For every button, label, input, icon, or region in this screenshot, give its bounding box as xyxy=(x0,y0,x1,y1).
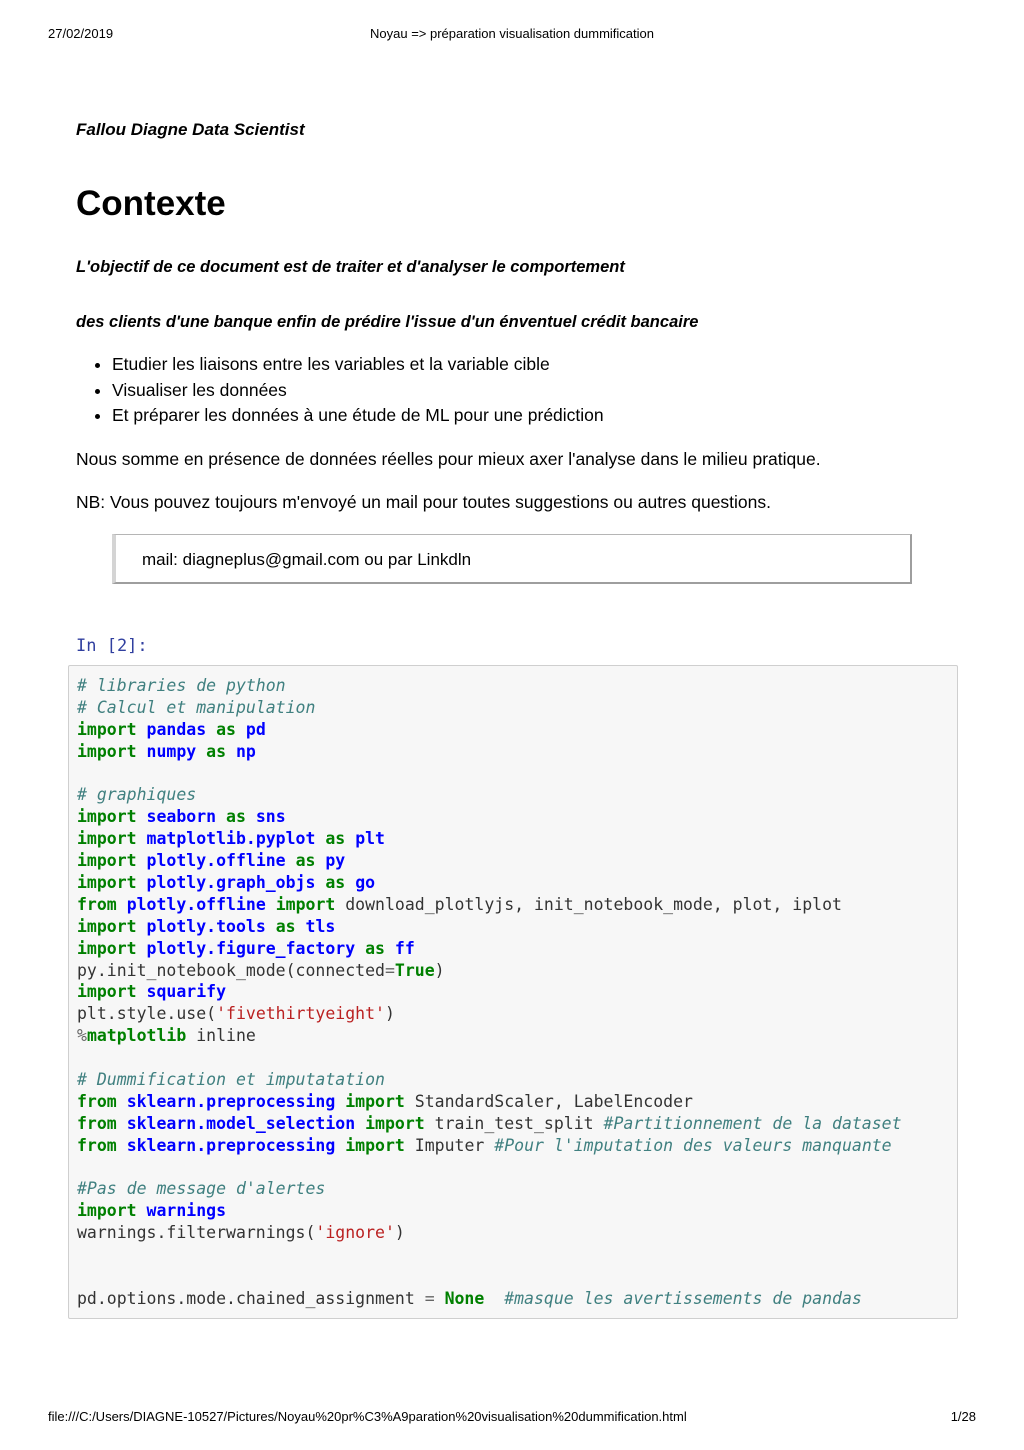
code-token: warnings xyxy=(146,1201,227,1221)
code-line xyxy=(77,1288,949,1310)
code-token xyxy=(137,1201,147,1220)
code-token xyxy=(117,1092,127,1111)
code-token: sklearn.preprocessing xyxy=(126,1091,336,1111)
code-token xyxy=(137,982,147,1001)
list-item: • Visualiser les données xyxy=(112,378,604,404)
code-token xyxy=(137,720,147,739)
code-token: go xyxy=(355,873,376,893)
code-token: plotly.graph_objs xyxy=(146,873,316,893)
code-token: train_test_split xyxy=(424,1113,604,1133)
code-token: import xyxy=(77,1201,137,1221)
code-token: inline xyxy=(186,1026,256,1046)
document-title: Noyau => préparation visualisation dummification xyxy=(370,26,654,41)
code-token: import xyxy=(77,851,137,871)
code-token: import xyxy=(77,938,137,958)
code-token xyxy=(137,851,147,870)
code-line xyxy=(77,1157,949,1179)
code-line xyxy=(77,784,949,806)
code-token: as xyxy=(216,719,236,739)
code-token: as xyxy=(226,807,246,827)
code-token: Imputer xyxy=(404,1135,495,1155)
code-line xyxy=(77,1178,949,1200)
code-line xyxy=(77,1025,949,1047)
code-token: # graphiques xyxy=(77,785,197,805)
code-token: from xyxy=(77,1091,117,1111)
code-token xyxy=(315,829,325,848)
code-token: plotly.tools xyxy=(146,916,266,936)
code-line xyxy=(77,981,949,1003)
code-token: np xyxy=(235,741,256,761)
code-token xyxy=(355,939,365,958)
code-token: #masque les avertissements de pandas xyxy=(504,1288,862,1308)
contact-blockquote xyxy=(112,534,912,584)
list-item: • Et préparer les données à une étude de ML pour une prédiction xyxy=(112,403,604,429)
code-token: as xyxy=(325,829,346,849)
code-line xyxy=(77,1047,949,1069)
code-line xyxy=(77,1266,949,1288)
code-line xyxy=(77,675,949,697)
code-token: tls xyxy=(305,916,336,936)
file-url: file:///C:/Users/DIAGNE-10527/Pictures/Noyau%20pr%C3%A9paration%20visualisation%20dummification.html xyxy=(48,1409,687,1424)
code-token: ) xyxy=(394,1223,405,1243)
code-token xyxy=(355,1114,365,1133)
code-line xyxy=(77,1091,949,1113)
code-token: ff xyxy=(394,938,415,958)
code-token xyxy=(296,917,306,936)
code-token xyxy=(196,742,206,761)
code-token xyxy=(345,873,355,892)
code-token: seaborn xyxy=(146,807,217,827)
code-line xyxy=(77,1222,949,1244)
code-line xyxy=(77,828,949,850)
print-date: 27/02/2019 xyxy=(48,26,114,41)
code-token: ) xyxy=(434,960,445,980)
code-line xyxy=(77,872,949,894)
code-line xyxy=(77,741,949,763)
code-token: pd.options.mode.chained_assignment xyxy=(77,1288,425,1308)
code-token: as xyxy=(365,938,385,958)
code-token: sklearn.model_selection xyxy=(126,1113,356,1133)
code-token: pandas xyxy=(146,719,207,739)
page-number: 1/28 xyxy=(950,1409,976,1424)
contact-text: mail: diagneplus@gmail.com ou par Linkdln xyxy=(142,550,472,569)
code-token: import xyxy=(275,894,336,914)
code-token: import xyxy=(77,873,137,893)
code-token: import xyxy=(77,916,137,936)
code-token xyxy=(137,939,147,958)
code-token: sns xyxy=(255,807,286,827)
code-token xyxy=(117,1136,127,1155)
cell-prompt: In [2]: xyxy=(76,636,148,656)
code-token: import xyxy=(77,807,137,827)
code-token: py.init_notebook_mode(connected xyxy=(77,960,385,980)
code-token xyxy=(286,851,296,870)
print-header xyxy=(48,26,976,42)
code-token: ) xyxy=(384,1004,395,1024)
list-item: • Etudier les liaisons entre les variables et la variable cible xyxy=(112,352,604,378)
code-token: squarify xyxy=(146,982,227,1002)
code-token xyxy=(137,742,147,761)
code-line xyxy=(77,938,949,960)
code-token xyxy=(266,917,276,936)
code-token: # libraries de python xyxy=(77,676,286,695)
code-line xyxy=(77,697,949,719)
code-token xyxy=(315,851,325,870)
code-token: import xyxy=(345,1135,405,1155)
code-token: #Partitionnement de la dataset xyxy=(603,1113,902,1133)
code-token: from xyxy=(77,1135,117,1155)
code-token: as xyxy=(295,851,316,871)
code-token xyxy=(137,917,147,936)
code-token xyxy=(266,895,276,914)
code-line xyxy=(77,806,949,828)
code-token: py xyxy=(325,851,346,871)
code-token: # Dummification et imputatation xyxy=(77,1070,385,1090)
code-token: from xyxy=(77,894,117,914)
code-token: plotly.figure_factory xyxy=(146,938,356,958)
code-token: plotly.offline xyxy=(146,851,286,871)
code-token: pd xyxy=(245,719,266,739)
code-token: 'ignore' xyxy=(315,1223,395,1243)
paragraph-context: Nous somme en présence de données réelles pour mieux axer l'analyse dans le milieu pratique. xyxy=(76,449,821,469)
code-line xyxy=(77,1200,949,1222)
code-token xyxy=(335,1092,345,1111)
objectives-list xyxy=(76,352,604,429)
code-token: import xyxy=(77,982,137,1002)
code-token: % xyxy=(77,1026,87,1046)
section-heading: Contexte xyxy=(76,184,226,223)
code-token xyxy=(385,939,395,958)
code-line xyxy=(77,719,949,741)
code-token: sklearn.preprocessing xyxy=(126,1135,336,1155)
code-line xyxy=(77,916,949,938)
code-token xyxy=(137,807,147,826)
code-area xyxy=(77,675,949,1310)
code-token: StandardScaler, LabelEncoder xyxy=(404,1091,693,1111)
code-token xyxy=(315,873,325,892)
code-token: plt xyxy=(355,829,385,849)
code-line xyxy=(77,763,949,785)
code-token: matplotlib xyxy=(86,1026,187,1046)
code-token xyxy=(206,720,216,739)
code-token: None xyxy=(444,1288,485,1308)
code-token xyxy=(435,1289,445,1308)
code-token: as xyxy=(325,873,346,893)
code-token: download_plotlyjs, init_notebook_mode, plot, iplot xyxy=(335,894,842,914)
code-token: # Calcul et manipulation xyxy=(77,697,316,717)
code-token xyxy=(137,829,147,848)
code-token: import xyxy=(365,1113,425,1133)
print-footer xyxy=(48,1409,976,1425)
code-line xyxy=(77,894,949,916)
code-token: True xyxy=(394,960,435,980)
code-token: import xyxy=(77,741,137,761)
code-line xyxy=(77,1135,949,1157)
code-token xyxy=(137,873,147,892)
paragraph-note: NB: Vous pouvez toujours m'envoyé un mail pour toutes suggestions ou autres questions. xyxy=(76,492,772,512)
code-token: #Pour l'imputation des valeurs manquante xyxy=(494,1135,892,1155)
code-line xyxy=(77,1244,949,1266)
lead-line-2: des clients d'une banque enfin de prédire l'issue d'un énventuel crédit bancaire xyxy=(76,313,699,331)
code-token: plt.style.use( xyxy=(77,1004,217,1024)
code-line xyxy=(77,1003,949,1025)
code-token: numpy xyxy=(146,741,197,761)
code-token: from xyxy=(77,1113,117,1133)
code-token xyxy=(226,742,236,761)
code-token: #Pas de message d'alertes xyxy=(77,1179,326,1199)
code-token xyxy=(216,807,226,826)
code-line xyxy=(77,1113,949,1135)
code-token xyxy=(117,895,127,914)
code-token xyxy=(246,807,256,826)
code-token: = xyxy=(424,1288,435,1308)
code-token: warnings.filterwarnings( xyxy=(77,1223,316,1243)
code-line xyxy=(77,850,949,872)
code-line xyxy=(77,1069,949,1091)
code-token xyxy=(484,1289,504,1308)
code-token: as xyxy=(206,741,227,761)
code-token xyxy=(335,1136,345,1155)
code-token: import xyxy=(345,1091,405,1111)
author-line: Fallou Diagne Data Scientist xyxy=(76,120,305,139)
code-token: as xyxy=(275,916,296,936)
lead-line-1: L'objectif de ce document est de traiter et d'analyser le comportement xyxy=(76,258,625,276)
code-token xyxy=(236,720,246,739)
code-token xyxy=(345,829,355,848)
code-token: import xyxy=(77,829,137,849)
code-token: 'fivethirtyeight' xyxy=(216,1004,385,1024)
code-cell[interactable] xyxy=(68,665,958,1319)
code-token xyxy=(117,1114,127,1133)
code-token: matplotlib.pyplot xyxy=(146,829,316,849)
code-token: import xyxy=(77,719,137,739)
code-token: plotly.offline xyxy=(126,894,266,914)
code-line xyxy=(77,960,949,982)
code-token: = xyxy=(384,960,395,980)
